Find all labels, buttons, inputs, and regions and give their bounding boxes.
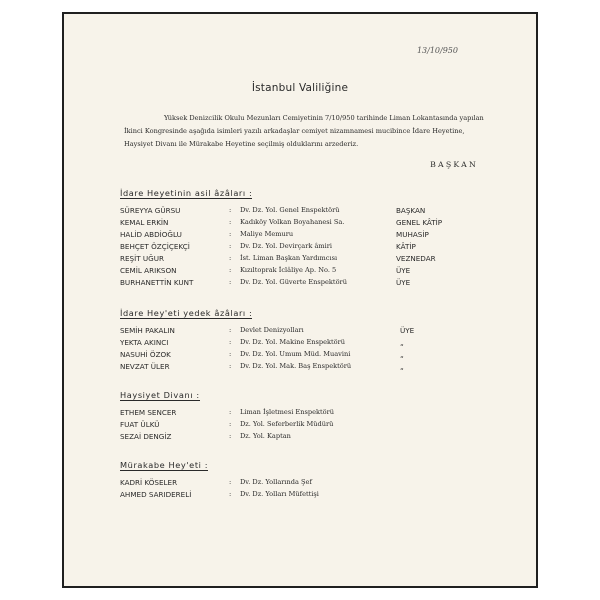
member-name: HALİD ABDİOĞLU (120, 230, 182, 239)
member-colon: : (229, 326, 232, 334)
intro-line-1: Yüksek Denizcilik Okulu Mezunları Cemiyetinin 7/10/950 tarihinde Liman Lokantasında yapılan (164, 114, 484, 122)
document-title: İstanbul Valiliğine (251, 82, 349, 94)
section-heading-idare-asil: İdare Heyetinin asil âzâları : (120, 188, 253, 198)
member-row (120, 254, 520, 265)
member-row (120, 218, 520, 229)
member-description: Dv. Dz. Yol. Umum Müd. Muavini (240, 350, 351, 358)
member-colon: : (229, 490, 232, 498)
member-title: ÜYE (400, 326, 415, 335)
member-description: Dv. Dz. Yolları Müfettişi (240, 490, 319, 498)
member-name: SEMİH PAKALIN (120, 326, 175, 335)
member-row (120, 278, 520, 289)
member-title: GENEL KÂTİP (396, 218, 443, 227)
member-name: KADRİ KÖSELER (120, 478, 178, 487)
member-row (120, 420, 520, 431)
member-description: Maliye Memuru (240, 230, 294, 238)
section-heading-idare-yedek: İdare Hey'eti yedek âzâları : (120, 308, 253, 318)
member-name: REŞİT UĞUR (120, 254, 164, 263)
member-description: Dv. Dz. Yol. Genel Enspektörü (240, 206, 340, 214)
member-row (120, 230, 520, 241)
member-description: Kadıköy Volkan Boyahanesi Sa. (240, 218, 345, 226)
member-name: FUAT ÜLKÜ (120, 420, 160, 429)
member-description: Devlet Denizyolları (240, 326, 304, 334)
member-row (120, 490, 520, 501)
member-name: NASUHİ ÖZOK (120, 350, 171, 359)
member-description: Dv. Dz. Yol. Devirçark âmiri (240, 242, 333, 250)
member-title: MUHASİP (396, 230, 429, 239)
member-title: „ (400, 350, 404, 359)
member-colon: : (229, 254, 232, 262)
member-colon: : (229, 432, 232, 440)
section-heading-haysiyet: Haysiyet Divanı : (120, 390, 200, 400)
member-colon: : (229, 218, 232, 226)
member-name: SÜREYYA GÜRSU (120, 206, 181, 215)
member-description: İst. Liman Başkan Yardımcısı (240, 254, 338, 262)
signer-title: BAŞKAN (430, 160, 478, 169)
member-colon: : (229, 420, 232, 428)
member-row (120, 338, 520, 349)
member-colon: : (229, 408, 232, 416)
member-description: Dz. Yol. Kaptan (240, 432, 291, 440)
member-row (120, 206, 520, 217)
member-description: Dv. Dz. Yol. Makine Enspektörü (240, 338, 346, 346)
member-name: SEZAİ DENGİZ (120, 432, 172, 441)
member-title: KÂTİP (396, 242, 416, 251)
member-description: Liman İşletmesi Enspektörü (240, 408, 334, 416)
document-sheet (62, 12, 538, 588)
document-date: 13/10/950 (416, 46, 458, 55)
section-heading-murakabe: Mürakabe Hey'eti : (120, 460, 209, 470)
member-name: KEMAL ERKİN (120, 218, 169, 227)
member-colon: : (229, 278, 232, 286)
member-colon: : (229, 230, 232, 238)
intro-line-3: Haysiyet Divanı ile Mürakabe Heyetine seçilmiş olduklarını arzederiz. (124, 140, 359, 148)
member-name: CEMİL ARIKSON (120, 266, 177, 275)
member-row (120, 350, 520, 361)
member-name: YEKTA AKINCI (120, 338, 169, 347)
member-title: ÜYE (396, 266, 411, 275)
member-description: Dv. Dz. Yollarında Şef (240, 478, 312, 486)
member-title: VEZNEDAR (396, 254, 436, 263)
member-row (120, 408, 520, 419)
member-row (120, 242, 520, 253)
member-colon: : (229, 338, 232, 346)
member-name: NEVZAT ÜLER (120, 362, 170, 371)
member-title: BAŞKAN (396, 206, 426, 215)
intro-paragraph (124, 112, 484, 151)
member-title: „ (400, 338, 404, 347)
member-name: ETHEM SENCER (120, 408, 177, 417)
member-colon: : (229, 266, 232, 274)
member-row (120, 266, 520, 277)
member-row (120, 432, 520, 443)
member-colon: : (229, 206, 232, 214)
member-name: BEHÇET ÖZÇİÇEKÇİ (120, 242, 190, 251)
member-title: „ (400, 362, 404, 371)
member-colon: : (229, 242, 232, 250)
member-colon: : (229, 350, 232, 358)
member-name: BURHANETTİN KUNT (120, 278, 194, 287)
member-name: AHMED SARIDERELİ (120, 490, 192, 499)
member-colon: : (229, 362, 232, 370)
intro-line-2: İkinci Kongresinde aşağıda isimleri yazılı arkadaşlar cemiyet nizamnamesi mucibince İdare Heyetine, (124, 127, 465, 135)
member-description: Dv. Dz. Yol. Güverte Enspektörü (240, 278, 347, 286)
member-row (120, 362, 520, 373)
member-description: Kızıltoprak İclâliye Ap. No. 5 (240, 266, 337, 274)
member-row (120, 326, 520, 337)
member-row (120, 478, 520, 489)
member-colon: : (229, 478, 232, 486)
member-description: Dz. Yol. Seferberlik Müdürü (240, 420, 334, 428)
member-description: Dv. Dz. Yol. Mak. Baş Enspektörü (240, 362, 352, 370)
member-title: ÜYE (396, 278, 411, 287)
